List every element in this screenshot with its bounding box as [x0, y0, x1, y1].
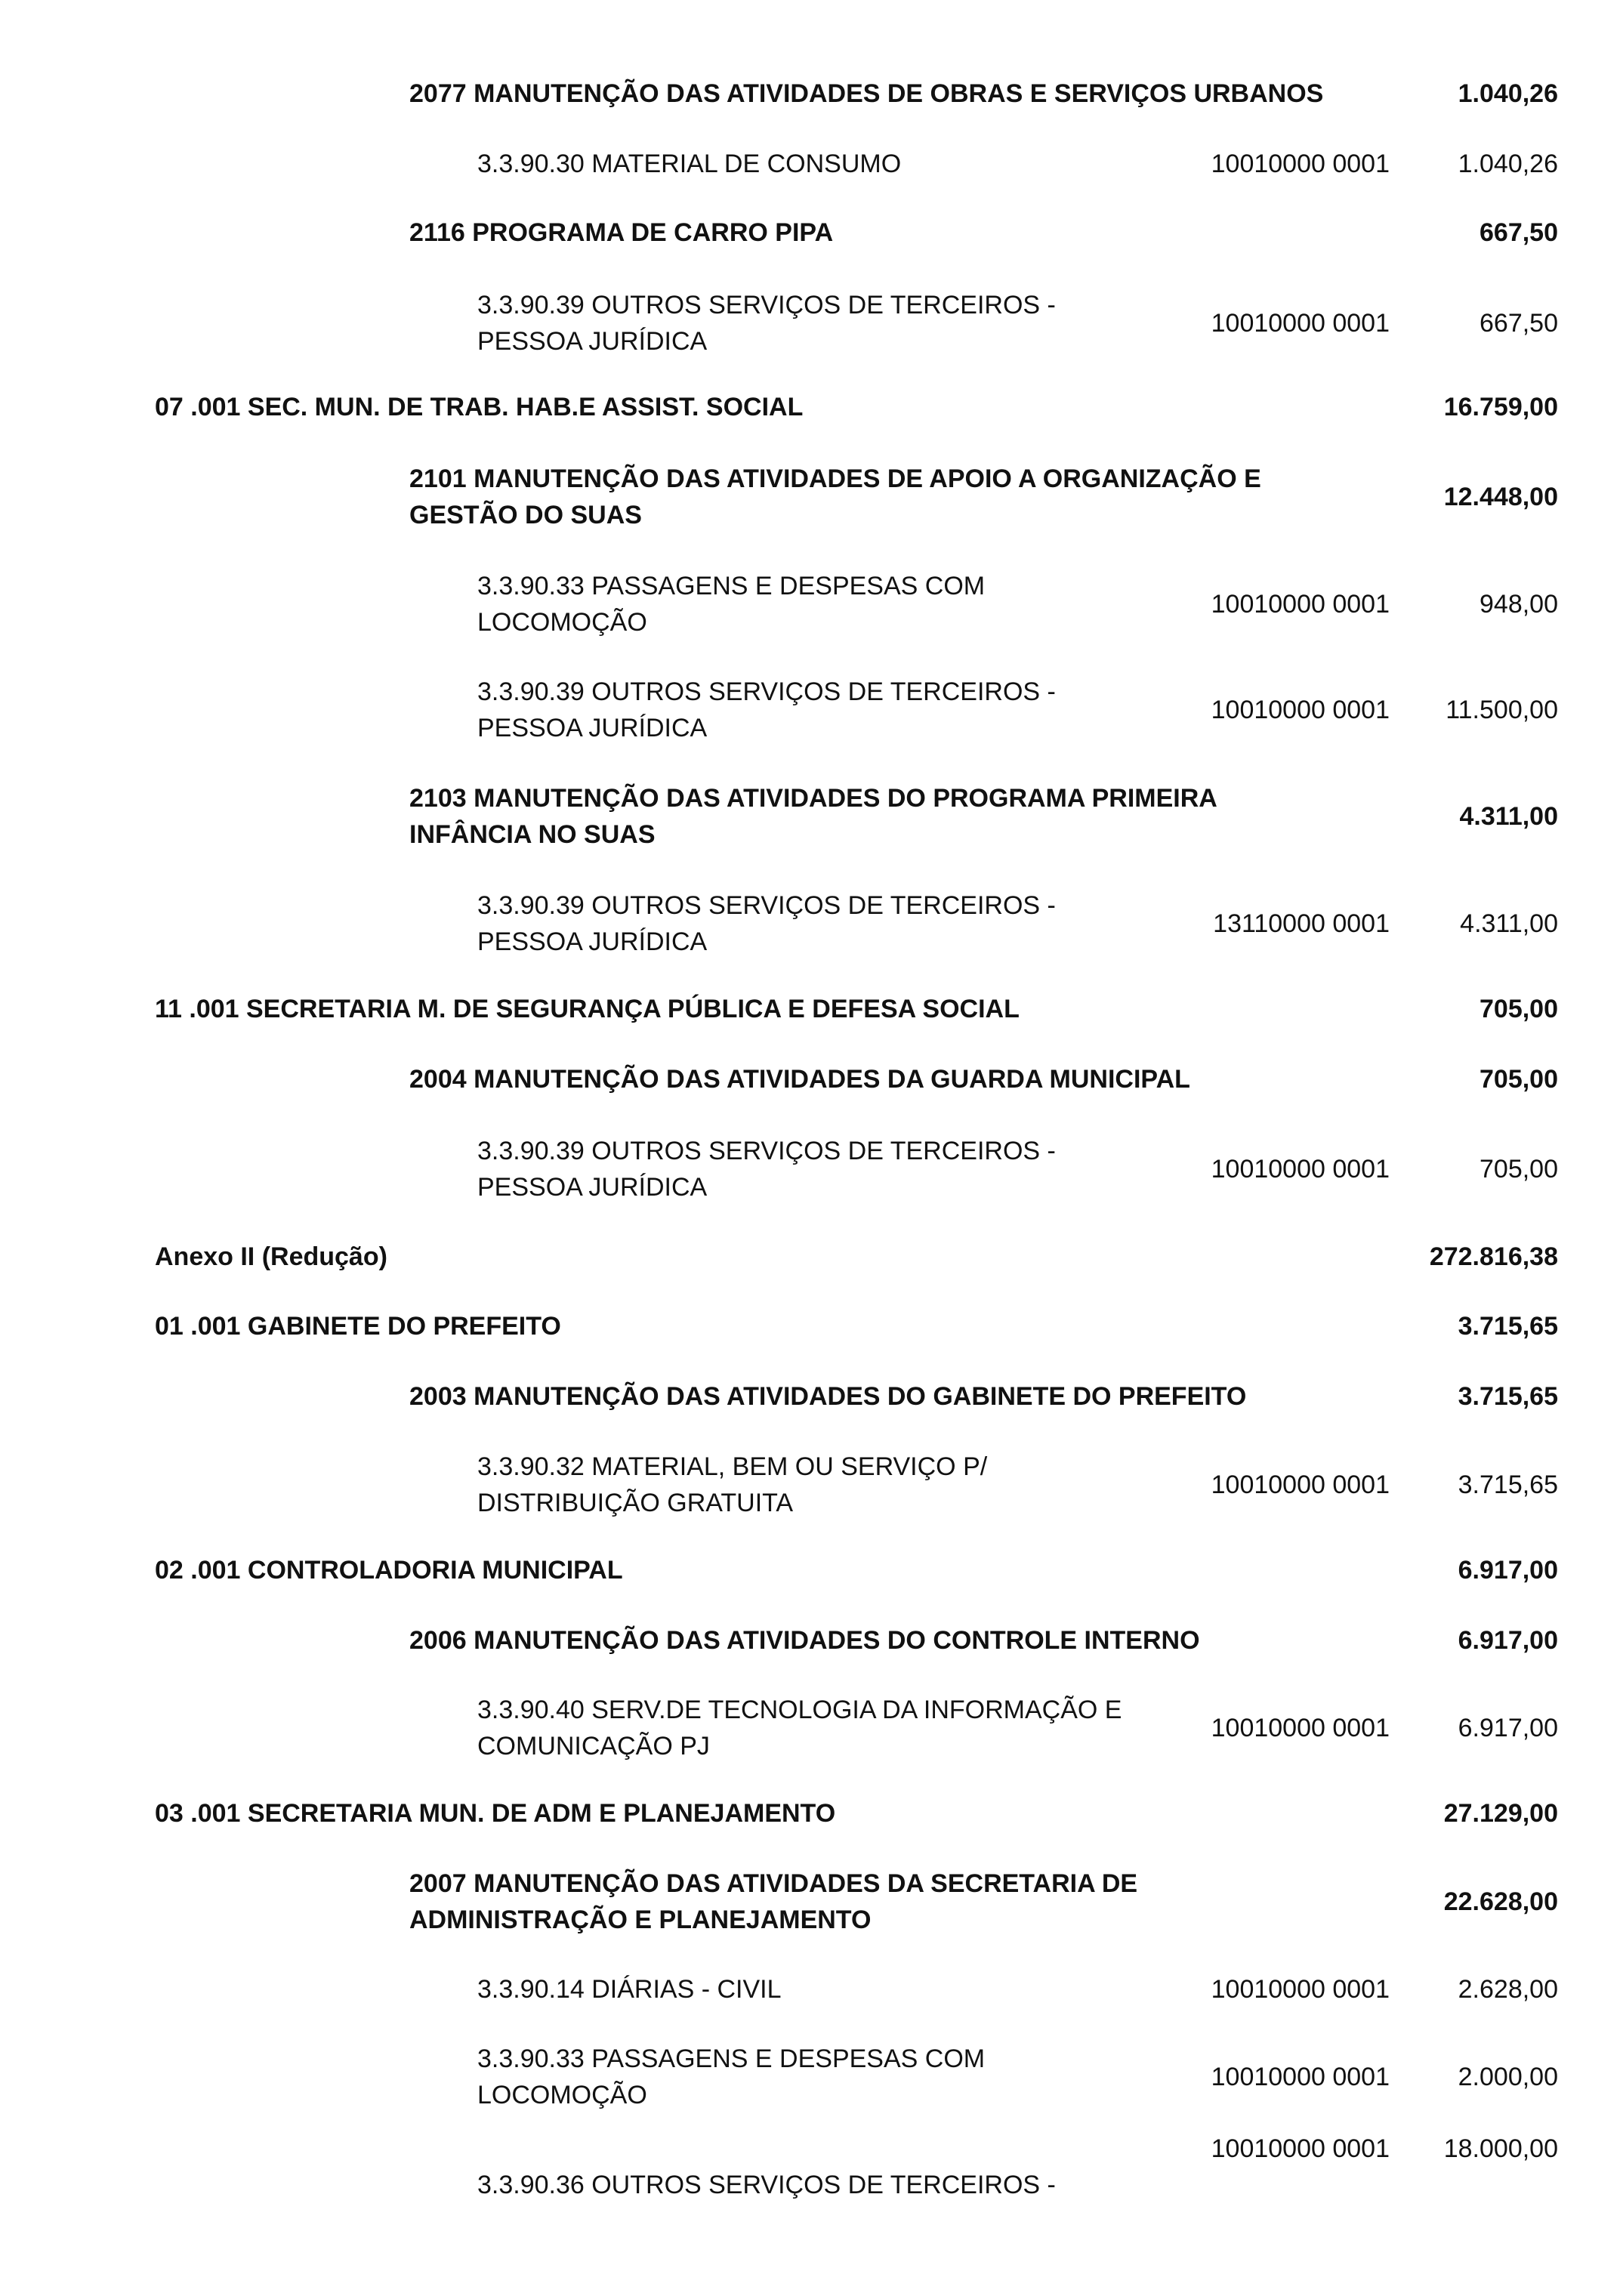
funding-source-code: 10010000 0001 [1211, 2134, 1390, 2163]
description-line: PESSOA JURÍDICA [477, 927, 708, 956]
description-line: 2003 MANUTENÇÃO DAS ATIVIDADES DO GABINETE DO PREFEITO [409, 1382, 1247, 1411]
section-row [0, 1795, 1623, 1832]
row-description [155, 991, 1020, 1027]
expense-row [0, 146, 1623, 182]
amount-value: 272.816,38 [1429, 1242, 1558, 1271]
action-row [0, 76, 1623, 112]
amount-value: 705,00 [1480, 1065, 1558, 1094]
section-row [0, 1552, 1623, 1588]
expense-row [0, 1692, 1623, 1764]
amount-value: 667,50 [1480, 309, 1558, 338]
row-description [477, 287, 1056, 360]
amount-value: 4.311,00 [1460, 909, 1558, 938]
row-description [477, 674, 1056, 746]
row-description [477, 1449, 987, 1521]
row-description [477, 2041, 985, 2113]
row-description [477, 146, 901, 182]
amount-value: 948,00 [1480, 590, 1558, 619]
section-row [0, 1308, 1623, 1344]
row-description [409, 1378, 1246, 1415]
section-row [0, 991, 1623, 1027]
expense-row [0, 287, 1623, 360]
action-row [0, 1622, 1623, 1659]
description-line: 03 .001 SECRETARIA MUN. DE ADM E PLANEJAMENTO [155, 1799, 836, 1828]
description-line: 3.3.90.36 OUTROS SERVIÇOS DE TERCEIROS - [477, 2171, 1056, 2199]
row-description [155, 389, 803, 425]
row-description [477, 1692, 1122, 1764]
description-line: PESSOA JURÍDICA [477, 327, 708, 356]
funding-source-code: 13110000 0001 [1213, 909, 1390, 938]
description-line: 3.3.90.33 PASSAGENS E DESPESAS COM [477, 572, 986, 600]
description-line: PESSOA JURÍDICA [477, 1173, 708, 1202]
amount-value: 6.917,00 [1458, 1556, 1558, 1585]
description-line: 2101 MANUTENÇÃO DAS ATIVIDADES DE APOIO A ORGANIZAÇÃO E [409, 464, 1261, 493]
amount-value: 11.500,00 [1446, 696, 1558, 724]
row-description [409, 1866, 1137, 1938]
description-line: INFÂNCIA NO SUAS [409, 820, 656, 849]
amount-value: 705,00 [1480, 995, 1558, 1023]
amount-value: 6.917,00 [1458, 1714, 1558, 1742]
row-description [155, 1308, 561, 1344]
description-line: 3.3.90.30 MATERIAL DE CONSUMO [477, 150, 902, 178]
description-line: 3.3.90.39 OUTROS SERVIÇOS DE TERCEIROS - [477, 291, 1056, 319]
amount-value: 4.311,00 [1459, 802, 1558, 831]
description-line: 3.3.90.14 DIÁRIAS - CIVIL [477, 1975, 782, 2004]
description-line: 2077 MANUTENÇÃO DAS ATIVIDADES DE OBRAS E SERVIÇOS URBANOS [409, 79, 1324, 108]
funding-source-code: 10010000 0001 [1211, 1155, 1390, 1183]
action-row [0, 780, 1623, 853]
funding-source-code: 10010000 0001 [1211, 150, 1390, 178]
amount-value: 3.715,65 [1458, 1470, 1558, 1499]
funding-source-code: 10010000 0001 [1211, 2063, 1390, 2091]
expense-row [0, 1133, 1623, 1205]
description-line: GESTÃO DO SUAS [409, 501, 642, 529]
row-description [155, 1239, 387, 1275]
description-line: 3.3.90.32 MATERIAL, BEM OU SERVIÇO P/ [477, 1452, 988, 1481]
row-description [409, 76, 1323, 112]
funding-source-code: 10010000 0001 [1211, 1714, 1390, 1742]
row-description [409, 214, 833, 251]
amount-value: 6.917,00 [1458, 1626, 1558, 1655]
row-description [409, 1061, 1190, 1097]
amount-value: 16.759,00 [1443, 393, 1558, 421]
amount-value: 3.715,65 [1458, 1382, 1558, 1411]
amount-value: 12.448,00 [1443, 483, 1558, 511]
amount-value: 2.000,00 [1458, 2063, 1558, 2091]
description-line: 3.3.90.33 PASSAGENS E DESPESAS COM [477, 2044, 986, 2073]
description-line: 3.3.90.39 OUTROS SERVIÇOS DE TERCEIROS - [477, 891, 1056, 920]
row-description [477, 2167, 1056, 2203]
description-line: 11 .001 SECRETARIA M. DE SEGURANÇA PÚBLICA E DEFESA SOCIAL [155, 995, 1020, 1023]
description-line: Anexo II (Redução) [155, 1242, 387, 1271]
description-line: 2006 MANUTENÇÃO DAS ATIVIDADES DO CONTROLE INTERNO [409, 1626, 1200, 1655]
description-line: LOCOMOÇÃO [477, 608, 647, 637]
expense-row [0, 887, 1623, 960]
row-description [477, 887, 1056, 960]
action-row [0, 1061, 1623, 1097]
description-line: 2116 PROGRAMA DE CARRO PIPA [409, 218, 834, 247]
expense-row [0, 1449, 1623, 1521]
expense-row [0, 1971, 1623, 2007]
description-line: 2004 MANUTENÇÃO DAS ATIVIDADES DA GUARDA MUNICIPAL [409, 1065, 1190, 1094]
description-line: ADMINISTRAÇÃO E PLANEJAMENTO [409, 1906, 872, 1934]
row-description [477, 568, 985, 640]
row-description [409, 461, 1261, 533]
amount-value: 705,00 [1480, 1155, 1558, 1183]
description-line: COMUNICAÇÃO PJ [477, 1732, 710, 1761]
action-row [0, 1378, 1623, 1415]
section-row [0, 1239, 1623, 1275]
row-description [155, 1552, 623, 1588]
funding-source-code: 10010000 0001 [1211, 696, 1390, 724]
action-row [0, 214, 1623, 251]
expense-row [0, 568, 1623, 640]
funding-source-code: 10010000 0001 [1211, 590, 1390, 619]
description-line: LOCOMOÇÃO [477, 2081, 647, 2109]
funding-source-code: 10010000 0001 [1211, 309, 1390, 338]
expense-row [0, 674, 1623, 746]
action-row [0, 1866, 1623, 1938]
description-line: 02 .001 CONTROLADORIA MUNICIPAL [155, 1556, 623, 1585]
description-line: 2103 MANUTENÇÃO DAS ATIVIDADES DO PROGRAMA PRIMEIRA [409, 784, 1217, 813]
description-line: 3.3.90.39 OUTROS SERVIÇOS DE TERCEIROS - [477, 1137, 1056, 1165]
amount-value: 27.129,00 [1443, 1799, 1558, 1828]
funding-source-code: 10010000 0001 [1211, 1975, 1390, 2004]
row-description [477, 1133, 1056, 1205]
amount-value: 18.000,00 [1443, 2134, 1558, 2163]
description-line: 07 .001 SEC. MUN. DE TRAB. HAB.E ASSIST. SOCIAL [155, 393, 804, 421]
amount-value: 22.628,00 [1443, 1887, 1558, 1916]
amount-value: 2.628,00 [1458, 1975, 1558, 2004]
description-line: PESSOA JURÍDICA [477, 714, 708, 742]
funding-source-code: 10010000 0001 [1211, 1470, 1390, 1499]
amount-value: 1.040,26 [1458, 150, 1558, 178]
amount-value: 1.040,26 [1458, 79, 1558, 108]
row-description [155, 1795, 835, 1832]
description-line: 01 .001 GABINETE DO PREFEITO [155, 1312, 561, 1341]
expense-row [0, 2134, 1623, 2199]
amount-value: 667,50 [1480, 218, 1558, 247]
section-row [0, 389, 1623, 425]
action-row [0, 461, 1623, 533]
expense-row [0, 2041, 1623, 2113]
description-line: 3.3.90.40 SERV.DE TECNOLOGIA DA INFORMAÇÃO E [477, 1696, 1122, 1724]
row-description [409, 1622, 1200, 1659]
description-line: 3.3.90.39 OUTROS SERVIÇOS DE TERCEIROS - [477, 677, 1056, 706]
row-description [477, 1971, 782, 2007]
row-description [409, 780, 1217, 853]
description-line: DISTRIBUIÇÃO GRATUITA [477, 1489, 794, 1517]
description-line: 2007 MANUTENÇÃO DAS ATIVIDADES DA SECRETARIA DE [409, 1869, 1138, 1898]
amount-value: 3.715,65 [1458, 1312, 1558, 1341]
